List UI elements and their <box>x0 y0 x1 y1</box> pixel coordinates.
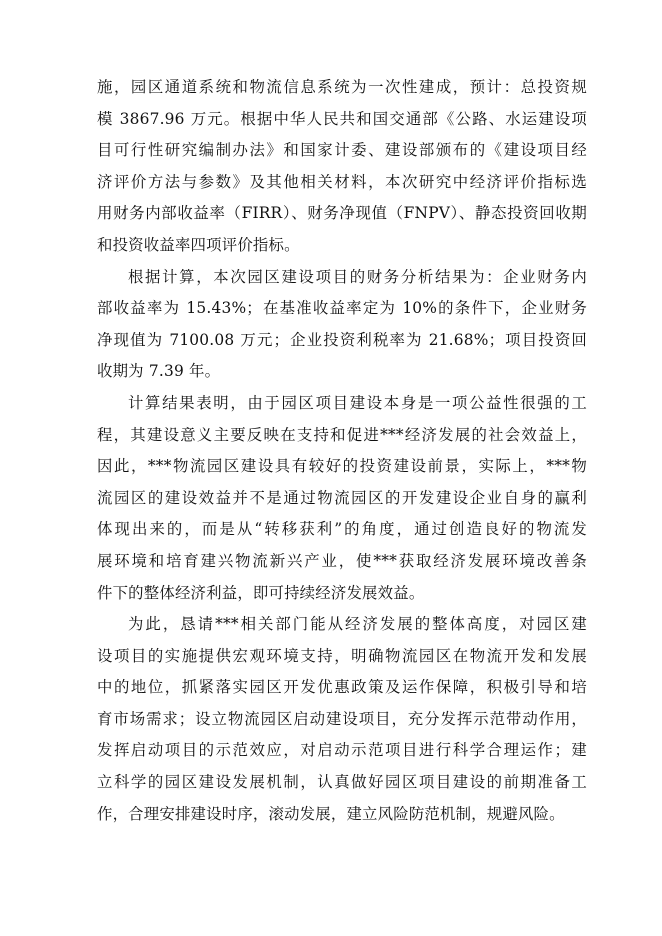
text-line: 发挥启动项目的示范效应，对启动示范项目进行科学合理运作；建 <box>97 741 587 760</box>
text-line: 计算结果表明，由于园区项目建设本身是一项公益性很强的工 <box>128 393 587 412</box>
text-line: 目可行性研究编制办法》和国家计委、建设部颁布的《建设项目经 <box>97 141 587 160</box>
text-line: 件下的整体经济利益，即可持续经济发展效益。 <box>97 583 425 602</box>
text-line: 程，其建设意义主要反映在支持和促进***经济发展的社会效益上， <box>97 425 587 444</box>
text-line: 体现出来的，而是从“转移获利”的角度，通过创造良好的物流发 <box>97 520 587 539</box>
text-line: 立科学的园区建设发展机制，认真做好园区项目建设的前期准备工 <box>97 773 587 792</box>
text-line: 育市场需求；设立物流园区启动建设项目，充分发挥示范带动作用， <box>97 709 587 728</box>
text-line: 流园区的建设效益并不是通过物流园区的开发建设企业自身的赢利 <box>97 488 587 507</box>
paragraph-2 <box>97 262 587 388</box>
text-line: 根据计算，本次园区建设项目的财务分析结果为：企业财务内 <box>128 267 587 286</box>
text-line: 设项目的实施提供宏观环境支持，明确物流园区在物流开发和发展 <box>97 646 587 665</box>
document-body <box>97 72 587 830</box>
text-line: 用财务内部收益率（FIRR）、财务净现值（FNPV）、静态投资回收期 <box>97 204 587 223</box>
text-line: 因此，***物流园区建设具有较好的投资建设前景，实际上，***物 <box>97 457 587 476</box>
text-line: 和投资收益率四项评价指标。 <box>97 235 300 254</box>
paragraph-3 <box>97 388 587 609</box>
text-line: 收期为 7.39 年。 <box>97 362 221 381</box>
text-line: 中的地位，抓紧落实园区开发优惠政策及运作保障，积极引导和培 <box>97 678 587 697</box>
text-line: 济评价方法与参数》及其他相关材料，本次研究中经济评价指标选 <box>97 172 587 191</box>
text-line: 施，园区通道系统和物流信息系统为一次性建成，预计：总投资规 <box>97 78 587 96</box>
paragraph-1 <box>97 72 587 262</box>
text-line: 为此，恳请***相关部门能从经济发展的整体高度，对园区建 <box>128 615 587 634</box>
text-line: 展环境和培育建兴物流新兴产业，使***获取经济发展环境改善条 <box>97 551 587 570</box>
text-line: 模 3867.96 万元。根据中华人民共和国交通部《公路、水运建设项 <box>97 109 587 128</box>
text-line: 部收益率为 15.43%；在基准收益率定为 10%的条件下，企业财务 <box>97 299 587 318</box>
text-line: 作，合理安排建设时序，滚动发展，建立风险防范机制，规避风险。 <box>97 804 565 823</box>
paragraph-4 <box>97 609 587 830</box>
text-line: 净现值为 7100.08 万元；企业投资利税率为 21.68%；项目投资回 <box>97 330 587 349</box>
